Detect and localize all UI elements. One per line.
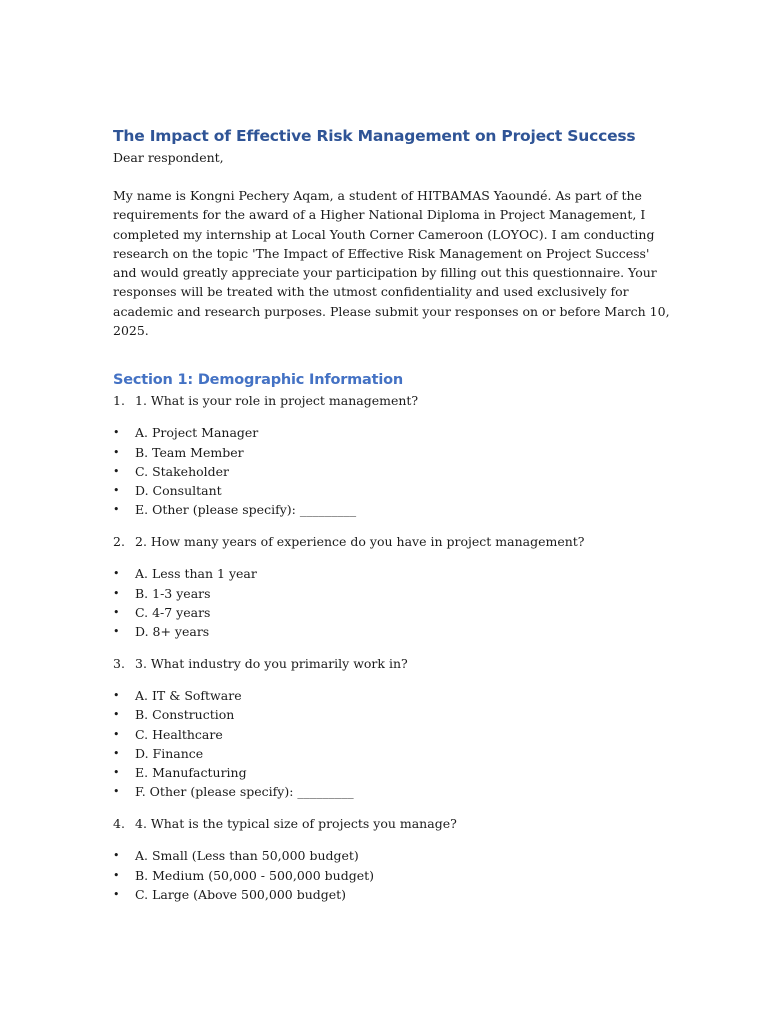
option-label: B. Medium (50,000 - 500,000 budget) (135, 867, 375, 883)
option-label: B. 1-3 years (135, 585, 211, 601)
section-heading-demographic: Section 1: Demographic Information (113, 372, 404, 389)
bullet-icon: • (113, 849, 120, 863)
answer-option (113, 763, 673, 782)
option-label: C. Large (Above 500,000 budget) (135, 886, 347, 902)
option-label: C. Stakeholder (135, 463, 230, 479)
bullet-icon: • (113, 483, 120, 497)
question-text: 2. How many years of experience do you have in project management? (135, 534, 585, 550)
question-block (113, 654, 673, 801)
question-number: 3. (113, 656, 125, 672)
option-label: D. Finance (135, 745, 204, 761)
question-3 (113, 654, 673, 673)
bullet-icon: • (113, 625, 120, 638)
bullet-icon: • (113, 887, 120, 901)
option-label: E. Manufacturing (135, 765, 247, 781)
answer-options (113, 423, 673, 519)
answer-option (113, 622, 673, 641)
bullet-icon: • (113, 708, 120, 722)
answer-option (113, 564, 673, 583)
question-2 (113, 532, 673, 551)
option-label: D. 8+ years (135, 624, 210, 639)
question-text: 3. What industry do you primarily work in? (135, 656, 408, 672)
question-number: 1. (113, 393, 125, 409)
intro-paragraph: My name is Kongni Pechery Aqam, a student of HITBAMAS Yaoundé. As part of the requirements for the award of a Higher National Diploma in Project Management, I completed my internship at Local Youth Corner Cameroon (LOYOC). I am conducting research on the topic 'The Impact of Effective Risk Management on Project Success' and would greatly appreciate your participation by filling out this questionnaire. Your responses will be treated with the utmost confidentiality and used exclusively for academic and research purposes. Please submit your responses on or before March 10, 2025. (113, 188, 670, 339)
option-label: C. 4-7 years (135, 604, 211, 620)
bullet-icon: • (113, 464, 120, 478)
answer-options (113, 686, 673, 801)
answer-option (113, 500, 673, 519)
answer-option (113, 782, 673, 801)
question-block (113, 391, 673, 519)
question-text: 1. What is your role in project management? (135, 393, 419, 409)
option-label: F. Other (please specify): _________ (135, 784, 354, 800)
bullet-icon: • (113, 586, 120, 600)
bullet-icon: • (113, 426, 120, 440)
bullet-icon: • (113, 785, 120, 799)
question-number: 2. (113, 534, 125, 550)
question-number: 4. (113, 816, 125, 832)
question-4 (113, 814, 673, 833)
bullet-icon: • (113, 766, 120, 780)
answer-option (113, 603, 673, 622)
bullet-icon: • (113, 567, 120, 581)
question-block (113, 532, 673, 641)
answer-option (113, 866, 673, 885)
bullet-icon: • (113, 605, 120, 619)
answer-option (113, 423, 673, 442)
option-label: E. Other (please specify): _________ (135, 502, 357, 518)
option-label: B. Team Member (135, 444, 244, 460)
option-label: A. IT & Software (135, 688, 242, 704)
answer-option (113, 725, 673, 744)
bullet-icon: • (113, 868, 120, 882)
bullet-icon: • (113, 445, 120, 459)
answer-option (113, 846, 673, 865)
answer-option (113, 462, 673, 481)
answer-option (113, 584, 673, 603)
bullet-icon: • (113, 727, 120, 741)
question-block (113, 814, 673, 904)
answer-options (113, 564, 673, 641)
option-label: C. Healthcare (135, 726, 223, 742)
bullet-icon: • (113, 503, 120, 517)
question-1 (113, 391, 673, 410)
bullet-icon: • (113, 689, 120, 703)
salutation: Dear respondent, (113, 150, 224, 165)
answer-option (113, 481, 673, 500)
answer-options (113, 846, 673, 904)
option-label: D. Consultant (135, 482, 222, 498)
document-title: The Impact of Effective Risk Management on Project Success (113, 127, 636, 145)
option-label: A. Less than 1 year (135, 566, 257, 582)
question-text: 4. What is the typical size of projects you manage? (135, 816, 457, 832)
answer-option (113, 744, 673, 763)
answer-option (113, 686, 673, 705)
answer-option (113, 705, 673, 724)
bullet-icon: • (113, 746, 120, 760)
option-label: A. Project Manager (135, 425, 259, 441)
answer-option (113, 885, 673, 904)
option-label: B. Construction (135, 707, 235, 723)
option-label: A. Small (Less than 50,000 budget) (135, 848, 359, 864)
document-page (113, 124, 673, 917)
answer-option (113, 443, 673, 462)
